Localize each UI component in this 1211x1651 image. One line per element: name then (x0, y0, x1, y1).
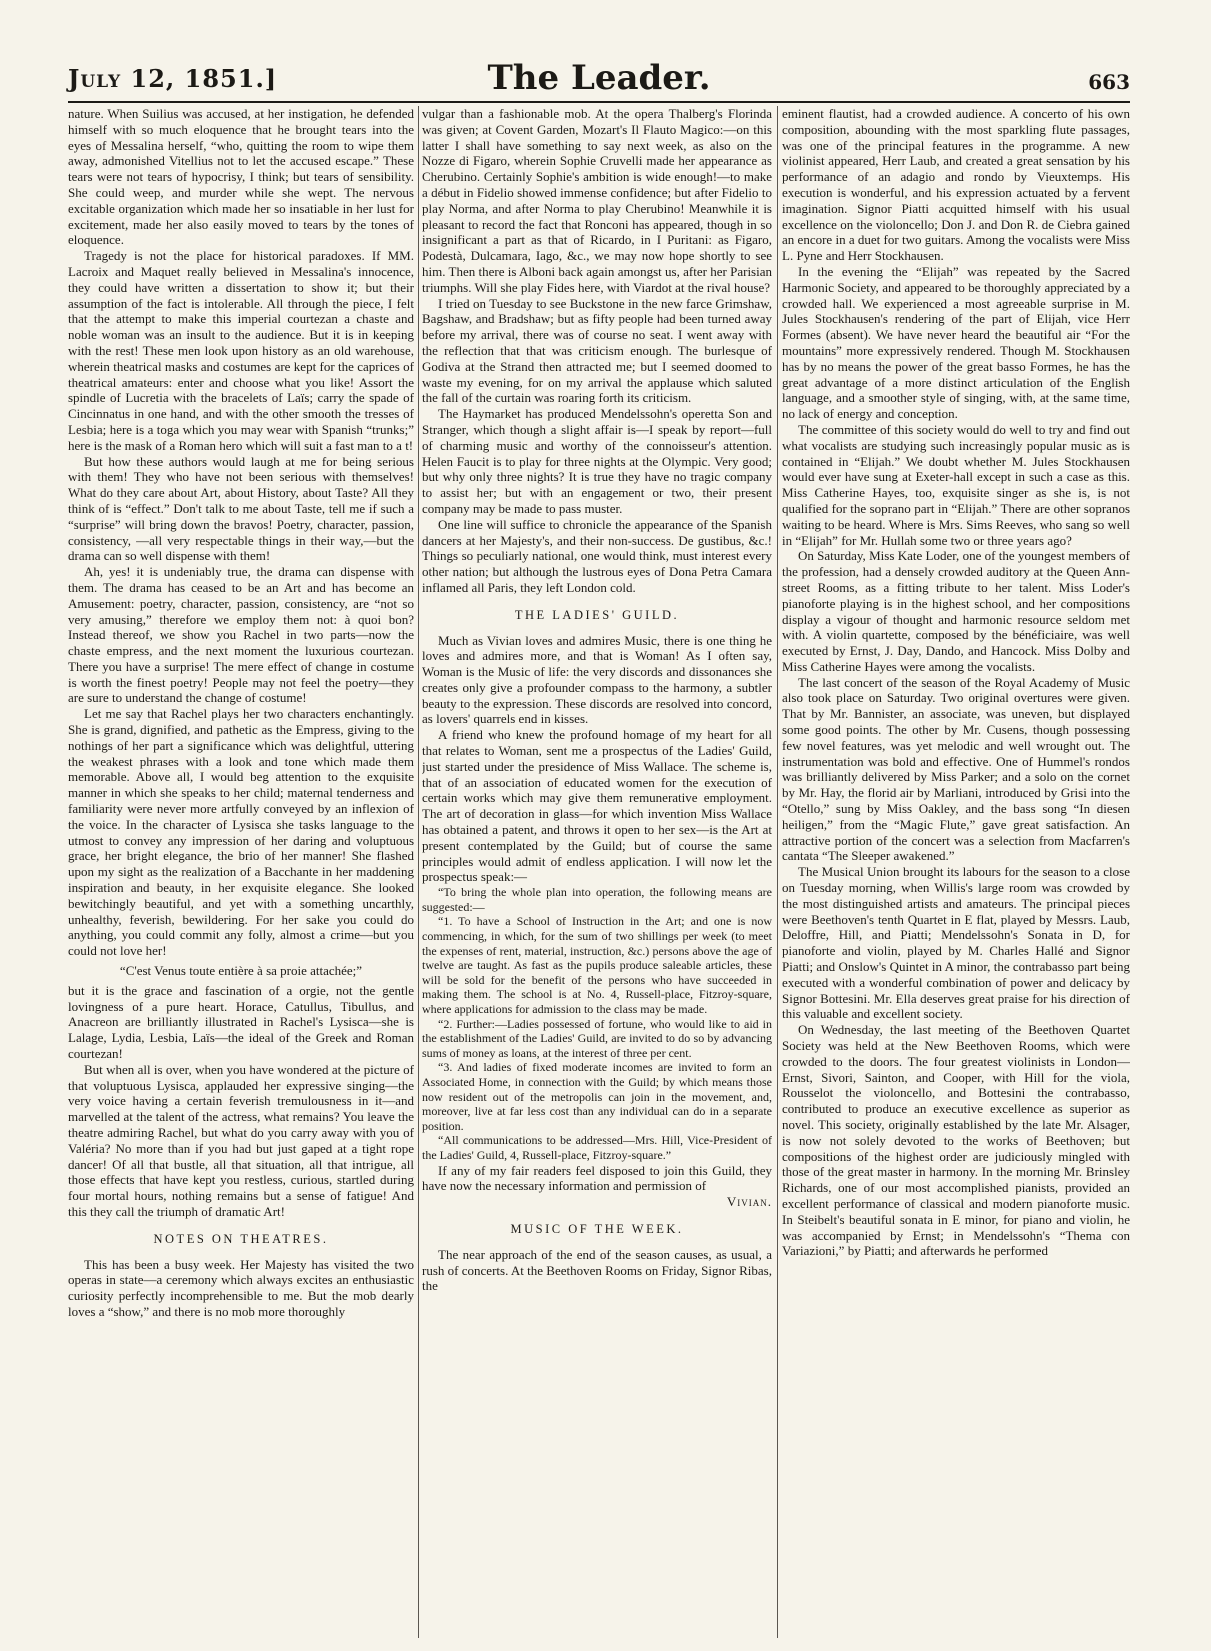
verse-quote: “C'est Venus toute entière à sa proie attachée;” (119, 963, 363, 979)
author-signature: Vivian. (726, 1194, 772, 1210)
paragraph: On Saturday, Miss Kate Loder, one of the youngest members of the profession, had a densely crowded auditory at the Queen Ann-street Rooms, as a fitting tribute to her talent. Miss Loder's pianoforte playing is in the highest school, and her compositions display a vigour of thought and harmonic resource seldom met with. A violin quartette, composed by the bénéficiaire, was well executed by Ernst, J. Day, Dando, and Hancock. Miss Dolby and Miss Catherine Hayes were among the vocalists. (782, 548, 1130, 674)
paragraph: eminent flautist, had a crowded audience. A concerto of his own composition, abounding with the most sparkling flute passages, was one of the principal features in the programme. A new violinist appeared, Herr Laub, and created a great sensation by his performance of an adagio and rondo by Vieuxtemps. His execution is wonderful, and his expression actuated by a fervent imagination. Signor Piatti acquitted himself with his usual excellence on the violoncello; Don J. and Don R. de Ciebra gained an encore in a duet for two guitars. Among the vocalists were Miss L. Pyne and Herr Stockhausen. (782, 106, 1130, 264)
paragraph: I tried on Tuesday to see Buckstone in the new farce Grimshaw, Bagshaw, and Bradshaw; but as fifty people had been turned away before my arrival, there was of course no seat. I went away with the reflection that that was criticism enough. The burlesque of Godiva at the Strand then attracted me; but I seemed doomed to waste my evening, for on my arrival the applause which saluted the fall of the curtain was roaring forth its criticism. (422, 295, 772, 406)
paragraph: The committee of this society would do well to try and find out what vocalists are studying such increasingly popular music as is contained in “Elijah.” We doubt whether M. Jules Stockhausen would ever have sung at Exeter-hall except in such a case as this. Miss Catherine Hayes, too, exquisite singer as she is, is not qualified for the soprano part in “Elijah.” There are other sopranos waiting to be heard. Where is Mrs. Sims Reeves, who sang so well in “Elijah” for Mr. Hullah some two or three years ago? (782, 421, 1130, 548)
paragraph: One line will suffice to chronicle the appearance of the Spanish dancers at her Majesty's, and their non-success. De gustibus, &c.! Things so peculiarly national, one would think, must interest every other nation; but although the lustrous eyes of Dona Petra Camara inflamed all Paris, they left London cold. (422, 516, 772, 595)
header-rule (68, 101, 1130, 103)
section-heading-ladies-guild: THE LADIES' GUILD. (514, 607, 680, 622)
paragraph: Ah, yes! it is undeniably true, the drama can dispense with them. The drama has ceased to be an Art and has become an Amusement: poetry, character, passion, consistency, are “not so very amusing,” therefore we employ them not: à quoi bon? Instead thereof, we show you Rachel in two parts—now the chaste empress, and the next moment the luxurious courtezan. There you have a surprise! The mere effect of change in costume is worth the finest poetry! People may not feel the poetry—they are sure to understand the change of costume! (68, 564, 414, 706)
paragraph: Let me say that Rachel plays her two characters enchantingly. She is grand, dignified, and pathetic as the Empress, giving to the nothings of her part a significance which was delightful, uttering the weakest phrases with a look and tone which made them memorable. Above all, I would beg attention to the exquisite manner in which she speaks to her child; maternal tenderness and familiarity were never more artfully conveyed by an inflexion of the voice. In the character of Lysisca she tasks language to the utmost to convey any impression of her daring and voluptuous grace, her bright elegance, the brio of her manner! She flashed upon my sight as the realization of a Bacchante in her maddening inspiration and beauty, in her exquisite elegance. She looked bewitchingly beautiful, and yet with a something uncarthly, unhealthy, feverish, bewildering. For her sake you could do anything, you could commit any folly, almost a crime—but you could not love her! (68, 706, 414, 959)
prospectus-quote: “To bring the whole plan into operation, the following means are suggested:— (422, 885, 772, 914)
paragraph: On Wednesday, the last meeting of the Beethoven Quartet Society was held at the New Beethoven Rooms, which were crowded to the doors. The four greatest violinists in London—Ernst, Sivori, Sainton, and Cooper, with Hill for the viola, Rousselot the violoncello, and Bottesini the contrabasso, contributed to produce an executive excellence as superior as novel. This society, originally established by the late Mr. Alsager, is now not solely devoted to the works of Beethoven; but compositions of the highest order are judiciously mingled with those of the great master in harmony. In the morning Mr. Brinsley Richards, one of our most accomplished pianists, provided an excellent performance of classical and modern pianoforte music. In Steibelt's beautiful sonata in E minor, for piano and violin, he was accompanied by Ernst; in Mendelssohn's “Thema con Variazioni,” by Piatti; and afterwards he performed (782, 1022, 1130, 1259)
paragraph: but it is the grace and fascination of a orgie, not the gentle lovingness of a pure heart. Horace, Catullus, Tibullus, and Anacreon are brilliantly illustrated in Rachel's Lysisca—she is Lalage, Lydia, Lesbia, Laïs—the ideal of the Greek and Roman courtezan! (68, 982, 414, 1062)
prospectus-quote: “All communications to be addressed—Mrs. Hill, Vice-President of the Ladies' Guild, 4, Russell-place, Fitzroy-square.” (422, 1133, 772, 1162)
column-divider (418, 106, 419, 1638)
column-2 (422, 106, 772, 1638)
issue-date: July 12, 1851.] (68, 64, 278, 93)
prospectus-quote: “2. Further:—Ladies possessed of fortune, who would like to aid in the establishment of the Ladies' Guild, are invited to do so by advancing sums of money as loans, at the interest of three per cent. (422, 1016, 772, 1060)
paragraph: This has been a busy week. Her Majesty has visited the two operas in state—a ceremony which always excites an enthusiastic curiosity perfectly incomprehensible to me. But the mob dearly loves a “show,” and there is no mob more thoroughly (68, 1256, 414, 1319)
prospectus-quote: “1. To have a School of Instruction in the Art; and one is now commencing, in which, for the sum of two shillings per week (to meet the expenses of rent, material, instruction, &c.) persons above the age of twelve are taught. As fast as the pupils produce saleable articles, these will be sold for the benefit of the persons who have succeeded in making them. The school is at No. 4, Russell-place, Fitzroy-square, where applications for admission to the class may be made. (422, 914, 772, 1016)
prospectus-quote: “3. And ladies of fixed moderate incomes are invited to form an Associated Home, in connection with the Guild; by which means those now resident out of the metropolis can join in the movement, and, moreover, live at far less cost than any individual can do in a separate position. (422, 1060, 772, 1133)
paragraph: nature. When Suilius was accused, at her instigation, he defended himself with so much eloquence that he brought tears into the eyes of Messalina herself, “who, quitting the room to wipe them away, admonished Vitellius not to let the accused escape.” These tears were not tears of hypocrisy, I think; but tears of sensibility. She could weep, and murder while she wept. The nervous excitable organization which made her so insatiable in her lust for excitement, made her also easily moved to tears by the tones of eloquence. (68, 106, 414, 248)
paragraph: The last concert of the season of the Royal Academy of Music also took place on Saturday. Two original overtures were given. That by Mr. Bannister, an associate, was uneven, but displayed some good points. The other by Mr. Cusens, though possessing few novel features, was yet melodic and well wrought out. The instrumentation was bold and effective. One of Hummel's rondos was brilliantly delivered by Miss Parker; and a solo on the cornet by Mr. Hay, the florid air by Marliani, introduced by Grisi into the “Otello,” sung by Miss Oakley, and the bass song “In diesen heiligen,” from the “Magic Flute,” gave great satisfaction. An attractive portion of the concert was a selection from Macfarren's cantata “The Sleeper awakened.” (782, 674, 1130, 864)
column-divider (777, 106, 778, 1638)
masthead (68, 44, 1130, 100)
paragraph: A friend who knew the profound homage of my heart for all that relates to Woman, sent me a prospectus of the Ladies' Guild, just started under the presidence of Miss Wallace. The scheme is, that of an association of educated women for the execution of certain works which may give them remunerative employment. The art of decoration in glass—for which invention Miss Wallace has obtained a patent, and throws it open to her sex—is the Art at present contemplated by the Guild; but of course the same principles would admit of endless application. I will now let the prospectus speak:— (422, 727, 772, 885)
paragraph: Much as Vivian loves and admires Music, there is one thing he loves and admires more, and that is Woman! As I often say, Woman is the Music of life: the very discords and dissonances she creates only give a profounder compass to the harmony, a subtler beauty to the expression. These discords are resolved into concord, as lovers' quarrels end in kisses. (422, 632, 772, 727)
paragraph: In the evening the “Elijah” was repeated by the Sacred Harmonic Society, and appeared to be thoroughly appreciated by a crowded hall. We experienced a most agreeable surprise in M. Jules Stockhausen's rendering of the part of Elijah, vice Herr Formes (absent). We have never heard the beautiful air “For the mountains” more expressively rendered. Though M. Stockhausen has by no means the power of the great basso Formes, he has the great advantage of a more distinct articulation of the English language, and a smoother style of singing, with, at the same time, no lack of energy and conception. (782, 263, 1130, 422)
paragraph: But when all is over, when you have wondered at the picture of that voluptuous Lysisca, applauded her expressive singing—the very voice having a certain feverish tremulousness in it—and marvelled at the talent of the actress, what remains? You leave the theatre admiring Rachel, but what do you carry away with you of Valéria? No more than if you had but just gaped at a tight rope dancer! Of all that bustle, all that situation, all that intrigue, all those effects that have kept you restless, curious, startled during four mortal hours, nothing remains but a sense of fatigue! And this they call the triumph of dramatic Art! (68, 1061, 414, 1219)
paragraph: The near approach of the end of the season causes, as usual, a rush of concerts. At the Beethoven Rooms on Friday, Signor Ribas, the (422, 1246, 772, 1294)
paragraph: The Musical Union brought its labours for the season to a close on Tuesday morning, when Willis's large room was crowded by the most distinguished artists and amateurs. The principal pieces were Beethoven's tenth Quartet in E flat, played by Messrs. Laub, Deloffre, Hill, and Piatti; Mendelssohn's Sonata in D, for pianoforte and violin, played by M. Charles Hallé and Signor Piatti; and Onslow's Quintet in A minor, the contrabasso part being executed with a wonderful combination of power and delicacy by Signor Bottesini. Mr. Ella deserves great praise for his direction of this valuable and excellent society. (782, 864, 1130, 1022)
paragraph: The Haymarket has produced Mendelssohn's operetta Son and Stranger, which though a slight affair is—I speak by report—full of charming music and worthy of the connoisseur's attention. Helen Faucit is to play for three nights at the Olympic. Very good; but why only three nights? It is true they have no tragic company to assist her; but with an engagement or two, their present company may be made to pass muster. (422, 406, 772, 516)
paragraph: Tragedy is not the place for historical paradoxes. If MM. Lacroix and Maquet really believed in Messalina's innocence, they could have written a dissertation to show it; but their assumption of the fact is intolerable. All through the piece, I felt that the attempt to make this imperial courtezan a chaste and noble woman was an insult to the audience. But it is in keeping with the rest! These men look upon history as an old warehouse, wherein theatrical masks and costumes are kept for the caprices of theatrical amateurs: enter and choose what you like! Assort the spindle of Lucretia with the bracelets of Laïs; carry the spade of Cincinnatus in one hand, and with the other smooth the tresses of Lesbia; here is a toga which you may wear with Spanish “trunks;” here is the mask of a Roman hero which will suit a fast man to a t! (68, 248, 414, 453)
page-number: 663 (1088, 70, 1130, 94)
paragraph: But how these authors would laugh at me for being serious with them! They who have not been serious with themselves! What do they care about Art, about History, about Taste? All they think of is “effect.” Don't talk to me about Taste, tell me if such a “surprise” will bring down the bravos! Poetry, character, passion, consistency, —all very respectable things in their way,—but the drama can so well dispense with them! (68, 453, 414, 564)
paragraph: vulgar than a fashionable mob. At the opera Thalberg's Florinda was given; at Covent Garden, Mozart's Il Flauto Magico:—on this latter I shall have something to say next week, as also on the Nozze di Figaro, wherein Sophie Cruvelli made her appearance as Cherubino. Certainly Sophie's ambition is wide enough!—to make a début in Fidelio showed immense confidence; but after Fidelio to play Norma, and after Norma to play Cherubino! Meanwhile it is pleasant to record the fact that Ronconi has appeared, though in so insignificant a part as that of Ricardo, in I Puritani: as Figaro, Podestà, Dulcamara, Iago, &c., we may now hope shortly to see him. Then there is Alboni back again amongst us, after her Parisian triumphs. Will she play Fides here, with Viardot at the rival house? (422, 106, 772, 295)
section-heading-notes-on-theatres: NOTES ON THEATRES. (153, 1231, 329, 1246)
newspaper-title: The Leader. (487, 58, 711, 98)
column-3 (782, 106, 1130, 1638)
section-heading-music-of-the-week: MUSIC OF THE WEEK. (510, 1221, 684, 1236)
column-1 (68, 106, 414, 1638)
paragraph: If any of my fair readers feel disposed to join this Guild, they have now the necessary information and permission of (422, 1162, 772, 1194)
